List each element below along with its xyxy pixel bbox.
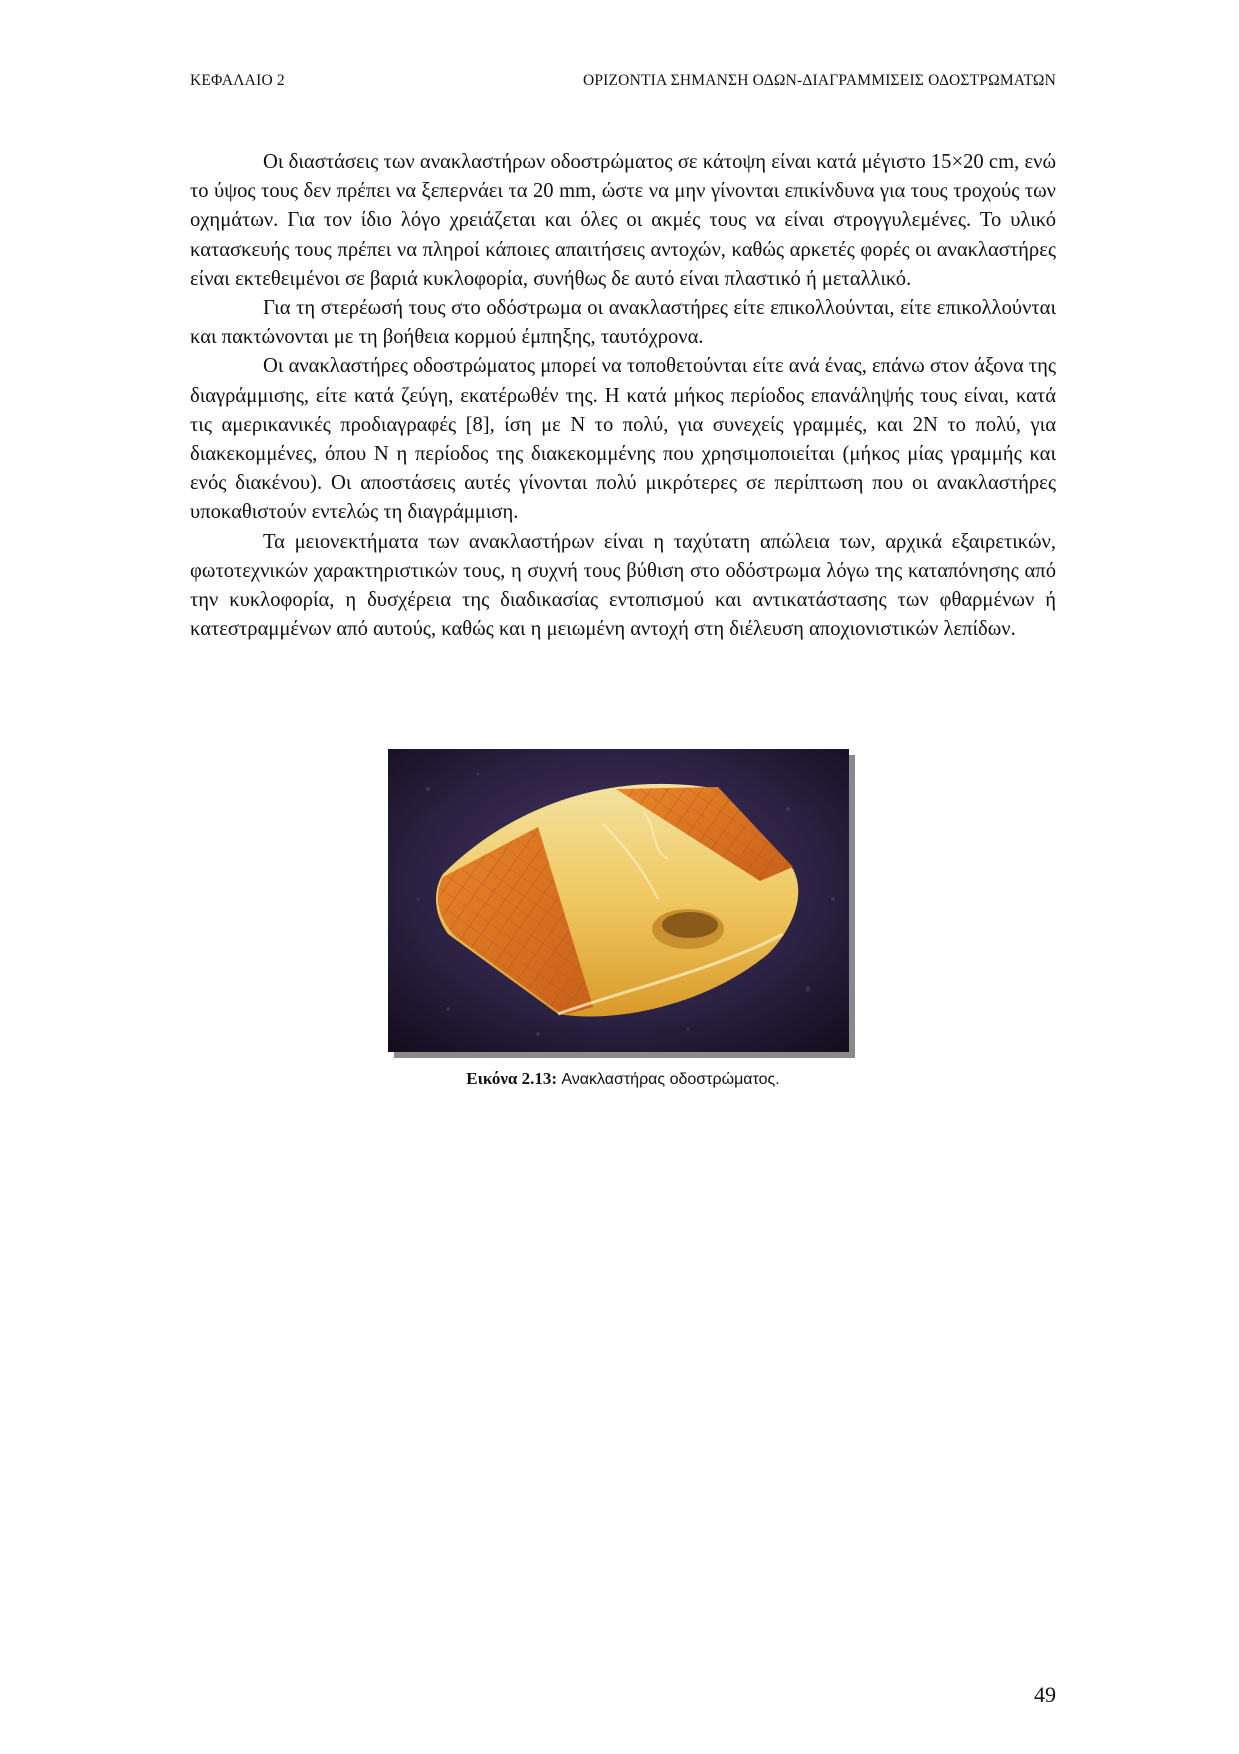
section-title: ΟΡΙΖΟΝΤΙΑ ΣΗΜΑΝΣΗ ΟΔΩΝ-ΔΙΑΓΡΑΜΜΙΣΕΙΣ ΟΔΟΣΤΡΩΜΑΤΩΝ [582,72,1056,89]
figure [388,749,849,1052]
paragraph: Οι διαστάσεις των ανακλαστήρων οδοστρώματος σε κάτοψη είναι κατά μέγιστο 15×20 cm, ενώ το ύψος τους δεν πρέπει να ξεπερνάει τα 20 mm, ώστε να μην γίνονται επικίνδυνα για τους τροχούς των οχημάτων. Για τον ίδιο λόγο χρειάζεται και όλες οι ακμές τους να είναι στρογγυλεμένες. Το υλικό κατασκευής τους πρέπει να πληροί κάποιες απαιτήσεις αντοχών, καθώς αρκετές φορές οι ανακλαστήρες είναι εκτεθειμένοι σε βαριά κυκλοφορία, συνήθως δε αυτό είναι πλαστικό ή μεταλλικό. [190,151,1056,290]
body-text [190,148,1056,644]
road-reflector-photo [388,749,849,1052]
paragraph: Για τη στερέωσή τους στο οδόστρωμα οι ανακλαστήρες είτε επικολλούνται, είτε επικολλούνται και πακτώνονται με τη βοήθεια κορμού έμπηξης, ταυτόχρονα. [190,297,1056,349]
figure-caption [190,1069,1056,1089]
figure-label: Εικόνα 2.13: [466,1069,558,1088]
chapter-label: ΚΕΦΑΛΑΙΟ 2 [190,72,285,89]
page-number: 49 [1034,1682,1056,1707]
paragraph: Τα μειονεκτήματα των ανακλαστήρων είναι η ταχύτατη απώλεια των, αρχικά εξαιρετικών, φωτοτεχνικών χαρακτηριστικών τους, η συχνή τους βύθιση στο οδόστρωμα λόγω της καταπόνησης από την κυκλοφορία, η δυσχέρεια της διαδικασίας εντοπισμού και αντικατάστασης των φθαρμένων ή κατεστραμμένων από αυτούς, καθώς και η μειωμένη αντοχή στη διέλευση αποχιονιστικών λεπίδων. [190,530,1056,641]
paragraph: Οι ανακλαστήρες οδοστρώματος μπορεί να τοποθετούνται είτε ανά ένας, επάνω στον άξονα της διαγράμμισης, είτε κατά ζεύγη, εκατέρωθέν της. Η κατά μήκος περίοδος επανάληψής τους είναι, κατά τις αμερικανικές προδιαγραφές [8], ίση με Ν το πολύ, για συνεχείς γραμμές, και 2Ν το πολύ, για διακεκομμένες, όπου Ν η περίοδος της διακεκομμένης που χρησιμοποιείται (μήκος μίας γραμμής και ενός διακένου). Οι αποστάσεις αυτές γίνονται πολύ μικρότερες σε περίπτωση που οι ανακλαστήρες υποκαθιστούν εντελώς τη διαγράμμιση. [190,355,1056,524]
running-header [190,72,1056,96]
figure-caption-text: Ανακλαστήρας οδοστρώματος. [561,1071,780,1088]
